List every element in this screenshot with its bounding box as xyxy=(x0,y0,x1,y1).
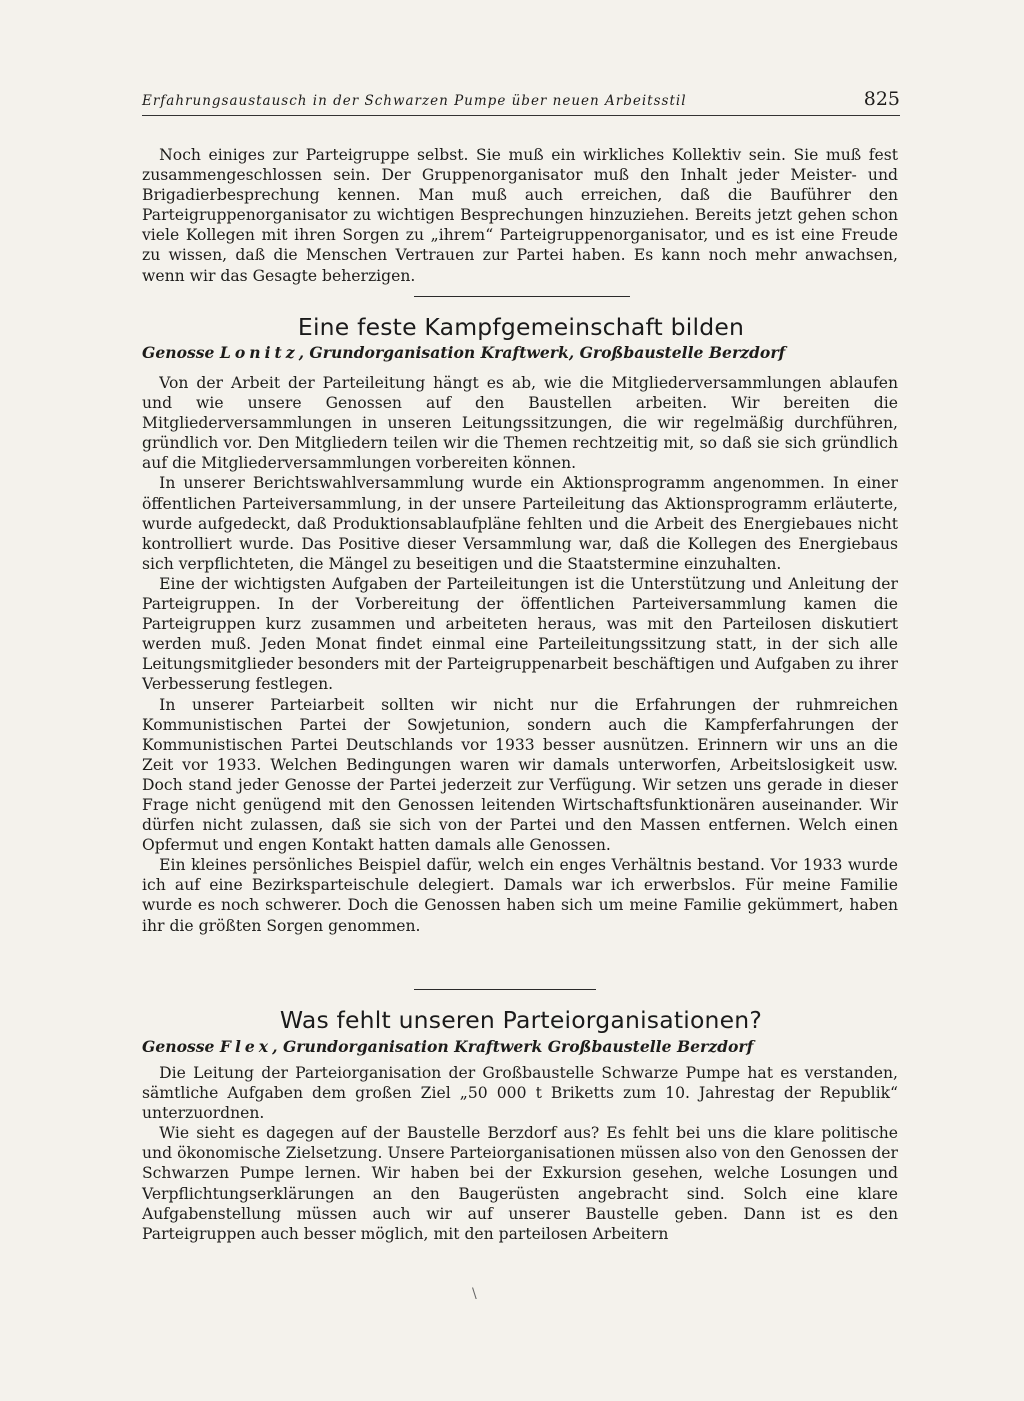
byline-prefix: Genosse xyxy=(142,1037,220,1056)
paragraph: Noch einiges zur Parteigruppe selbst. Sie muß ein wirkliches Kollektiv sein. Sie muß fest zusammengeschlossen sein. Der Gruppenorganisator muß den Inhalt jeder Meister- und Brigadierbesprechung kennen. Man muß auch erreichen, daß die Bauführer den Parteigruppenorganisator zu wichtigen Besprechungen hinzuziehen. Bereits jetzt gehen schon viele Kollegen mit ihren Sorgen zu „ihrem“ Parteigruppenorganisator, und es ist eine Freude zu wissen, daß die Menschen Vertrauen zur Partei haben. Es kann noch mehr anwachsen, wenn wir das Gesagte beherzigen. xyxy=(142,146,898,285)
paragraph: Ein kleines persönliches Beispiel dafür, welch ein enges Verhältnis bestand. Vor 1933 wurde ich auf eine Bezirksparteischule delegiert. Damals war ich erwerbslos. Für meine Familie wurde es noch schwerer. Doch die Genossen haben sich um meine Familie gekümmert, haben ihr die größten Sorgen genommen. xyxy=(142,856,898,935)
byline-name: Flex xyxy=(219,1037,273,1056)
paragraph: In unserer Parteiarbeit sollten wir nicht nur die Erfahrungen der ruhmreichen Kommunistischen Partei der Sowjetunion, sondern auch die Kampferfahrungen der Kommunistischen Partei Deutschlands vor 1933 besser ausnützen. Erinnern wir uns an die Zeit vor 1933. Welchen Bedingungen waren wir damals unterworfen, Arbeitslosigkeit usw. Doch stand jeder Genosse der Partei jederzeit zur Verfügung. Wir setzen uns gerade in dieser Frage nicht genügend mit den Genossen leitenden Wirtschaftsfunktionären auseinander. Wir dürfen nicht zulassen, daß sie sich von der Partei und den Massen entfernen. Welch einen Opfermut und engen Kontakt hatten damals alle Genossen. xyxy=(142,695,898,855)
page-number: 825 xyxy=(863,88,900,110)
running-header xyxy=(142,88,900,110)
intro-text xyxy=(142,145,898,286)
paragraph: Wie sieht es dagegen auf der Baustelle Berzdorf aus? Es fehlt bei uns die klare politische und ökonomische Zielsetzung. Unsere Parteiorganisationen müssen also von den Genossen der Schwarzen Pumpe lernen. Wir haben bei der Exkursion gesehen, welche Losungen und Verpflichtungserklärungen an den Baugerüsten angebracht sind. Solch eine klare Aufgabenstellung müssen auch wir auf unserer Baustelle geben. Dann ist es den Parteigruppen auch besser möglich, mit den parteilosen Arbeitern xyxy=(142,1124,898,1243)
byline-prefix: Genosse xyxy=(142,343,220,362)
byline-affiliation: , Grundorganisation Kraftwerk Großbaustelle Berzdorf xyxy=(272,1037,754,1056)
section-divider xyxy=(414,296,630,297)
paragraph: Eine der wichtigsten Aufgaben der Parteileitungen ist die Unterstützung und Anleitung der Parteigruppen. In der Vorbereitung der öffentlichen Parteiversammlung kamen die Parteigruppen kurz zusammen und arbeiteten heraus, was mit den Parteilosen diskutiert werden muß. Jeden Monat findet einmal eine Parteileitungssitzung statt, in der sich alle Leitungsmitglieder besonders mit der Parteigruppenarbeit beschäftigen und Aufgaben zu ihrer Verbesserung festlegen. xyxy=(142,574,898,694)
author-byline xyxy=(142,343,785,362)
scan-mark: \ xyxy=(472,1286,477,1302)
section-divider xyxy=(414,989,596,990)
paragraph: Von der Arbeit der Parteileitung hängt es ab, wie die Mitgliederversammlungen ablaufen und wie unsere Genossen auf den Baustellen arbeiten. Wir bereiten die Mitgliederversammlungen in unseren Leitungssitzungen, die wir regelmäßig durchführen, gründlich vor. Den Mitgliedern teilen wir die Themen rechtzeitig mit, so daß sie sich gründlich auf die Mitgliederversammlungen vorbereiten können. xyxy=(142,374,898,473)
byline-name: Lonitz xyxy=(219,343,299,362)
paragraph: Die Leitung der Parteiorganisation der Großbaustelle Schwarze Pumpe hat es verstanden, sämtliche Aufgaben dem großen Ziel „50 000 t Briketts zum 10. Jahrestag der Republik“ unterzuordnen. xyxy=(142,1064,898,1123)
header-rule xyxy=(142,115,900,116)
paragraph: In unserer Berichtswahlversammlung wurde ein Aktionsprogramm angenommen. In einer öffentlichen Parteiversammlung, in der unsere Parteileitung das Aktionsprogramm erläuterte, wurde aufgedeckt, daß Produktionsablaufpläne fehlten und die Arbeit des Energiebaues nicht kontrolliert wurde. Das Positive dieser Versammlung war, daß die Kollegen des Energiebaus sich verpflichteten, die Mängel zu beseitigen und die Staatstermine einzuhalten. xyxy=(142,474,898,573)
section-body xyxy=(142,1063,898,1244)
section-heading: Was fehlt unseren Parteiorganisationen? xyxy=(279,1006,763,1034)
author-byline xyxy=(142,1037,753,1056)
section-heading: Eine feste Kampfgemeinschaft bilden xyxy=(297,313,745,341)
byline-affiliation: , Grundorganisation Kraftwerk, Großbaustelle Berzdorf xyxy=(298,343,786,362)
running-title: Erfahrungsaustausch in der Schwarzen Pumpe über neuen Arbeitsstil xyxy=(142,93,687,109)
section-body xyxy=(142,373,898,936)
